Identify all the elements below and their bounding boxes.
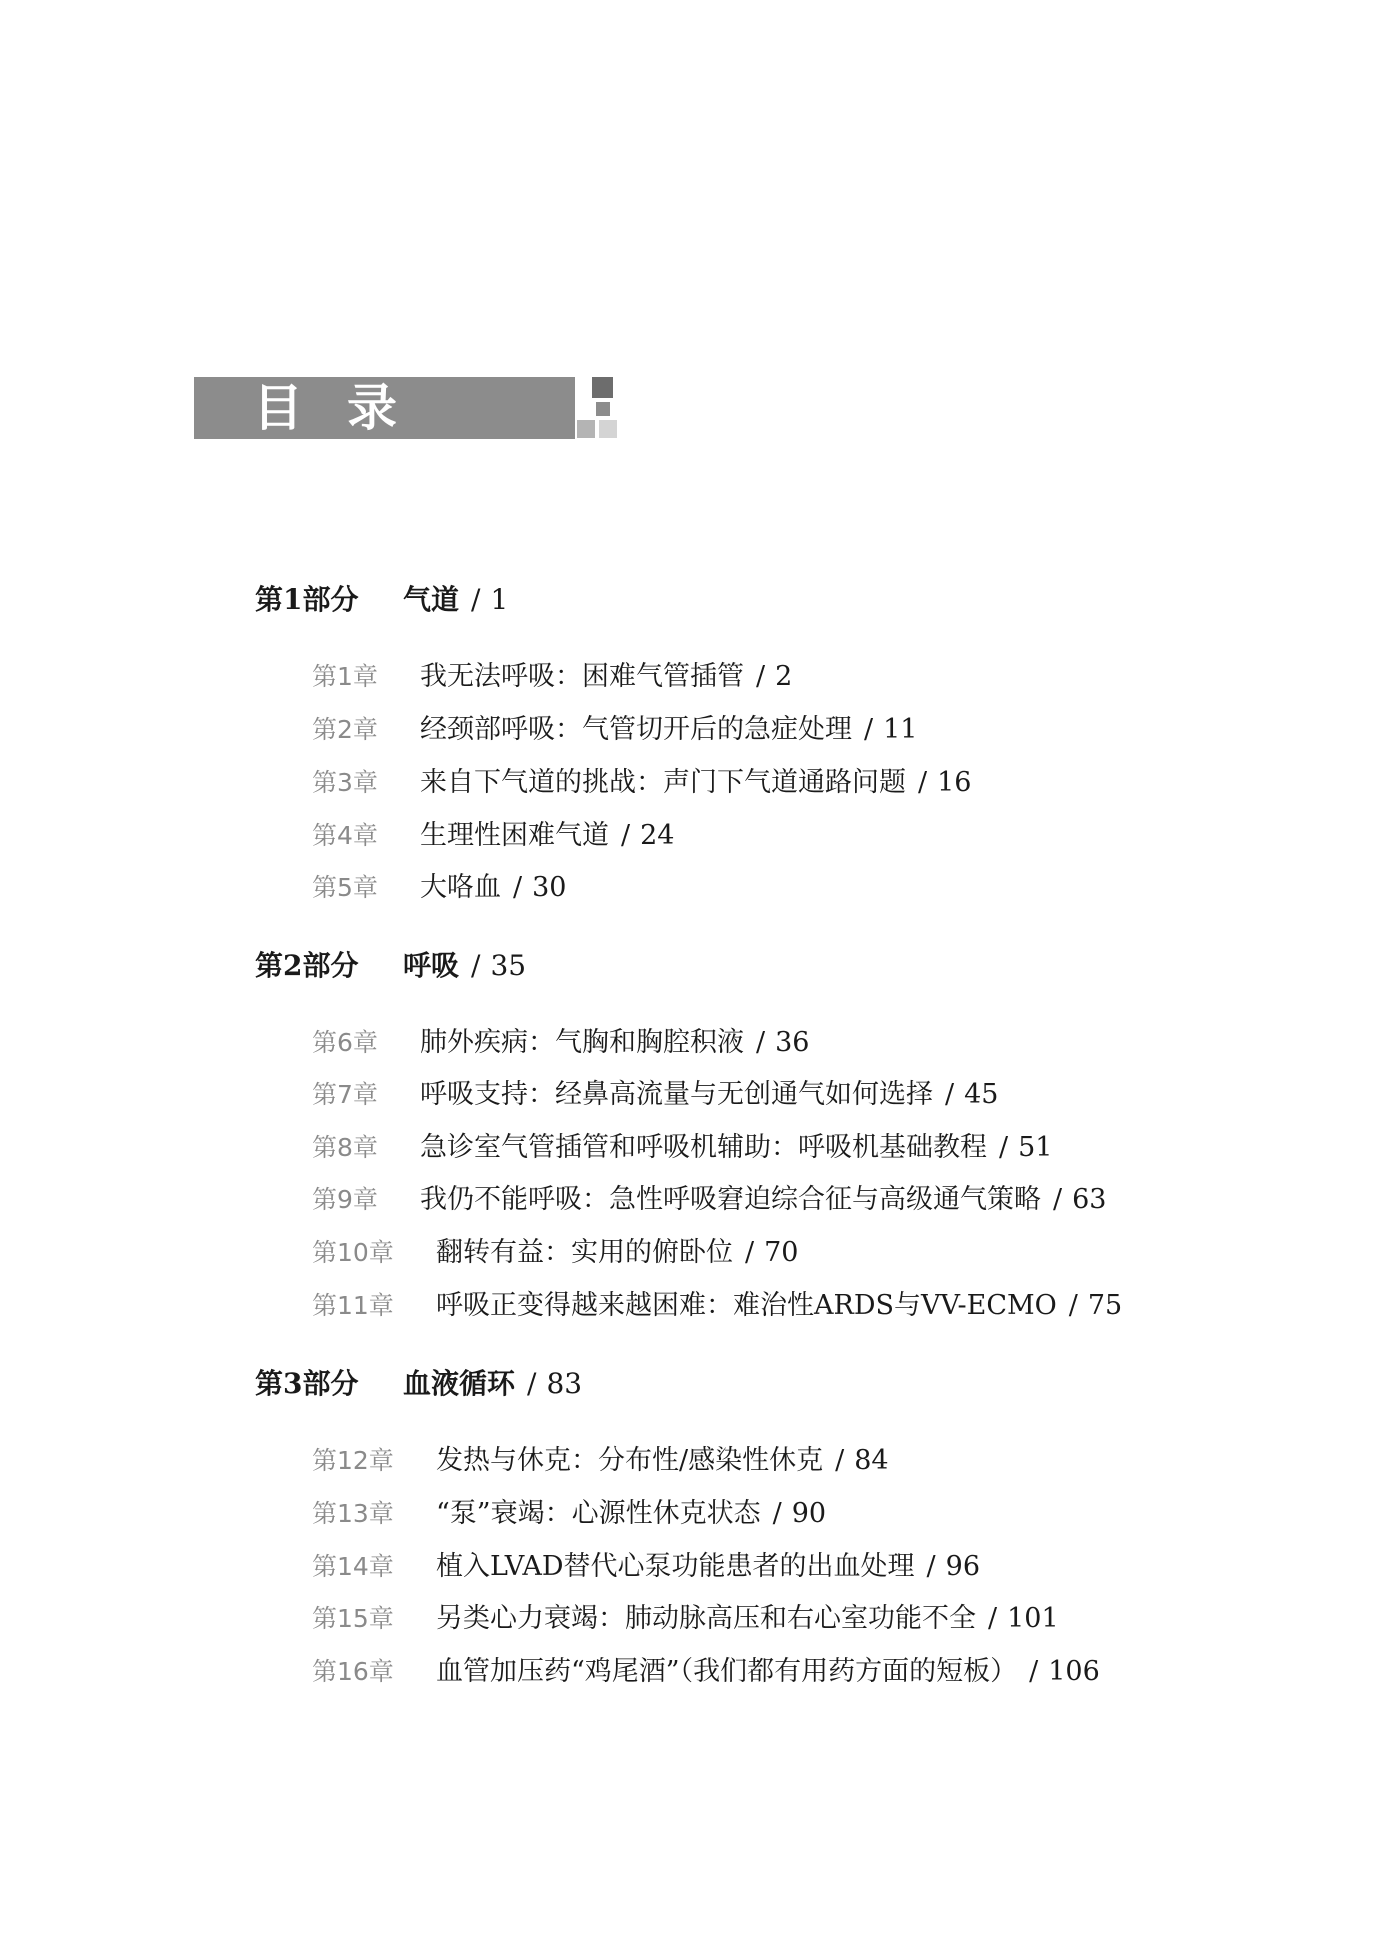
page-separator: / xyxy=(527,1367,537,1400)
chapter-title: 经颈部呼吸：气管切开后的急症处理 xyxy=(420,714,852,745)
page-separator: / xyxy=(918,767,928,798)
page-number: 30 xyxy=(532,872,567,903)
chapter-number: 第1章 xyxy=(312,662,378,691)
chapter-number: 第2章 xyxy=(312,715,378,744)
page-number: 70 xyxy=(764,1237,799,1268)
page-separator: / xyxy=(756,661,766,692)
chapter-number: 第16章 xyxy=(312,1657,394,1686)
page-separator: / xyxy=(999,1132,1009,1163)
chapter-title: 来自下气道的挑战：声门下气道通路问题 xyxy=(420,767,906,798)
chapter-number: 第8章 xyxy=(312,1133,378,1162)
page-separator: / xyxy=(471,949,481,982)
chapter-title: 肺外疾病：气胸和胸腔积液 xyxy=(420,1027,744,1058)
chapter-title: 急诊室气管插管和呼吸机辅助：呼吸机基础教程 xyxy=(420,1132,987,1163)
toc-part[interactable] xyxy=(255,948,526,984)
chapter-title: 呼吸正变得越来越困难：难治性ARDS与VV-ECMO xyxy=(436,1290,1057,1321)
chapter-number: 第14章 xyxy=(312,1552,394,1581)
toc-title: 目录 xyxy=(253,379,441,437)
chapter-number: 第12章 xyxy=(312,1446,394,1475)
page-number: 24 xyxy=(640,820,675,851)
part-number: 第3部分 xyxy=(255,1367,359,1400)
page-number: 45 xyxy=(964,1079,999,1110)
page-separator: / xyxy=(621,820,631,851)
toc-part[interactable] xyxy=(255,582,508,618)
chapter-number: 第6章 xyxy=(312,1028,378,1057)
toc-chapter[interactable] xyxy=(312,1077,998,1113)
page-separator: / xyxy=(945,1079,955,1110)
part-name: 呼吸 xyxy=(403,949,460,982)
page-separator: / xyxy=(756,1027,766,1058)
page-separator: / xyxy=(1068,1290,1078,1321)
page-number: 11 xyxy=(883,714,918,745)
chapter-title: 我无法呼吸：困难气管插管 xyxy=(420,661,744,692)
page-number: 51 xyxy=(1018,1132,1053,1163)
part-name: 气道 xyxy=(403,583,460,616)
page-number: 1 xyxy=(490,583,509,616)
page-separator: / xyxy=(864,714,874,745)
chapter-number: 第4章 xyxy=(312,821,378,850)
toc-chapter[interactable] xyxy=(312,1025,809,1061)
page-number: 63 xyxy=(1072,1184,1107,1215)
page-number: 84 xyxy=(854,1445,889,1476)
part-number: 第1部分 xyxy=(255,583,359,616)
page-number: 96 xyxy=(945,1551,981,1582)
toc-chapter[interactable] xyxy=(312,1601,1059,1637)
toc-chapter[interactable] xyxy=(312,1443,889,1479)
toc-chapter[interactable] xyxy=(312,1288,1122,1324)
page-number: 35 xyxy=(490,949,527,982)
toc-chapter[interactable] xyxy=(312,1235,798,1271)
toc-chapter[interactable] xyxy=(312,765,971,801)
toc-chapter[interactable] xyxy=(312,1182,1106,1218)
chapter-number: 第7章 xyxy=(312,1080,378,1109)
chapter-number: 第10章 xyxy=(312,1238,394,1267)
toc-chapter[interactable] xyxy=(312,1654,1100,1690)
page-separator: / xyxy=(513,872,523,903)
page-separator: / xyxy=(745,1237,755,1268)
chapter-title: 大咯血 xyxy=(420,872,501,903)
part-number: 第2部分 xyxy=(255,949,359,982)
chapter-title: 呼吸支持：经鼻高流量与无创通气如何选择 xyxy=(420,1079,933,1110)
chapter-title: 翻转有益：实用的俯卧位 xyxy=(436,1237,733,1268)
page-separator: / xyxy=(1053,1184,1063,1215)
chapter-title: 另类心力衰竭：肺动脉高压和右心室功能不全 xyxy=(436,1603,976,1634)
chapter-number: 第11章 xyxy=(312,1291,394,1320)
chapter-title: 植入LVAD替代心泵功能患者的出血处理 xyxy=(436,1551,915,1582)
part-name: 血液循环 xyxy=(403,1367,516,1400)
toc-chapter[interactable] xyxy=(312,659,792,695)
page-number: 83 xyxy=(546,1367,583,1400)
page-number: 2 xyxy=(775,661,793,692)
chapter-title: 生理性困难气道 xyxy=(420,820,609,851)
page-separator: / xyxy=(471,583,481,616)
chapter-number: 第5章 xyxy=(312,873,378,902)
toc-chapter[interactable] xyxy=(312,712,917,748)
page-separator: / xyxy=(835,1445,845,1476)
chapter-title: “泵”衰竭：心源性休克状态 xyxy=(436,1498,761,1529)
toc-chapter[interactable] xyxy=(312,870,566,906)
page-number: 75 xyxy=(1087,1290,1123,1321)
chapter-title: 我仍不能呼吸：急性呼吸窘迫综合征与高级通气策略 xyxy=(420,1184,1041,1215)
chapter-number: 第9章 xyxy=(312,1185,378,1214)
toc-chapter[interactable] xyxy=(312,1496,826,1532)
page-separator: / xyxy=(1029,1656,1039,1687)
chapter-number: 第13章 xyxy=(312,1499,394,1528)
page-separator: / xyxy=(926,1551,936,1582)
toc-chapter[interactable] xyxy=(312,818,674,854)
page-separator: / xyxy=(772,1498,782,1529)
page-number: 16 xyxy=(937,767,972,798)
chapter-number: 第15章 xyxy=(312,1604,394,1633)
chapter-title: 发热与休克：分布性/感染性休克 xyxy=(436,1445,824,1476)
page-separator: / xyxy=(988,1603,998,1634)
chapter-number: 第3章 xyxy=(312,768,378,797)
page-number: 101 xyxy=(1007,1603,1059,1634)
chapter-title: 血管加压药“鸡尾酒”（我们都有用药方面的短板） xyxy=(436,1656,1018,1687)
page-number: 90 xyxy=(791,1498,827,1529)
toc-chapter[interactable] xyxy=(312,1130,1052,1166)
toc-part[interactable] xyxy=(255,1366,582,1402)
page-number: 106 xyxy=(1048,1656,1100,1687)
toc-chapter[interactable] xyxy=(312,1549,980,1585)
page-number: 36 xyxy=(775,1027,810,1058)
